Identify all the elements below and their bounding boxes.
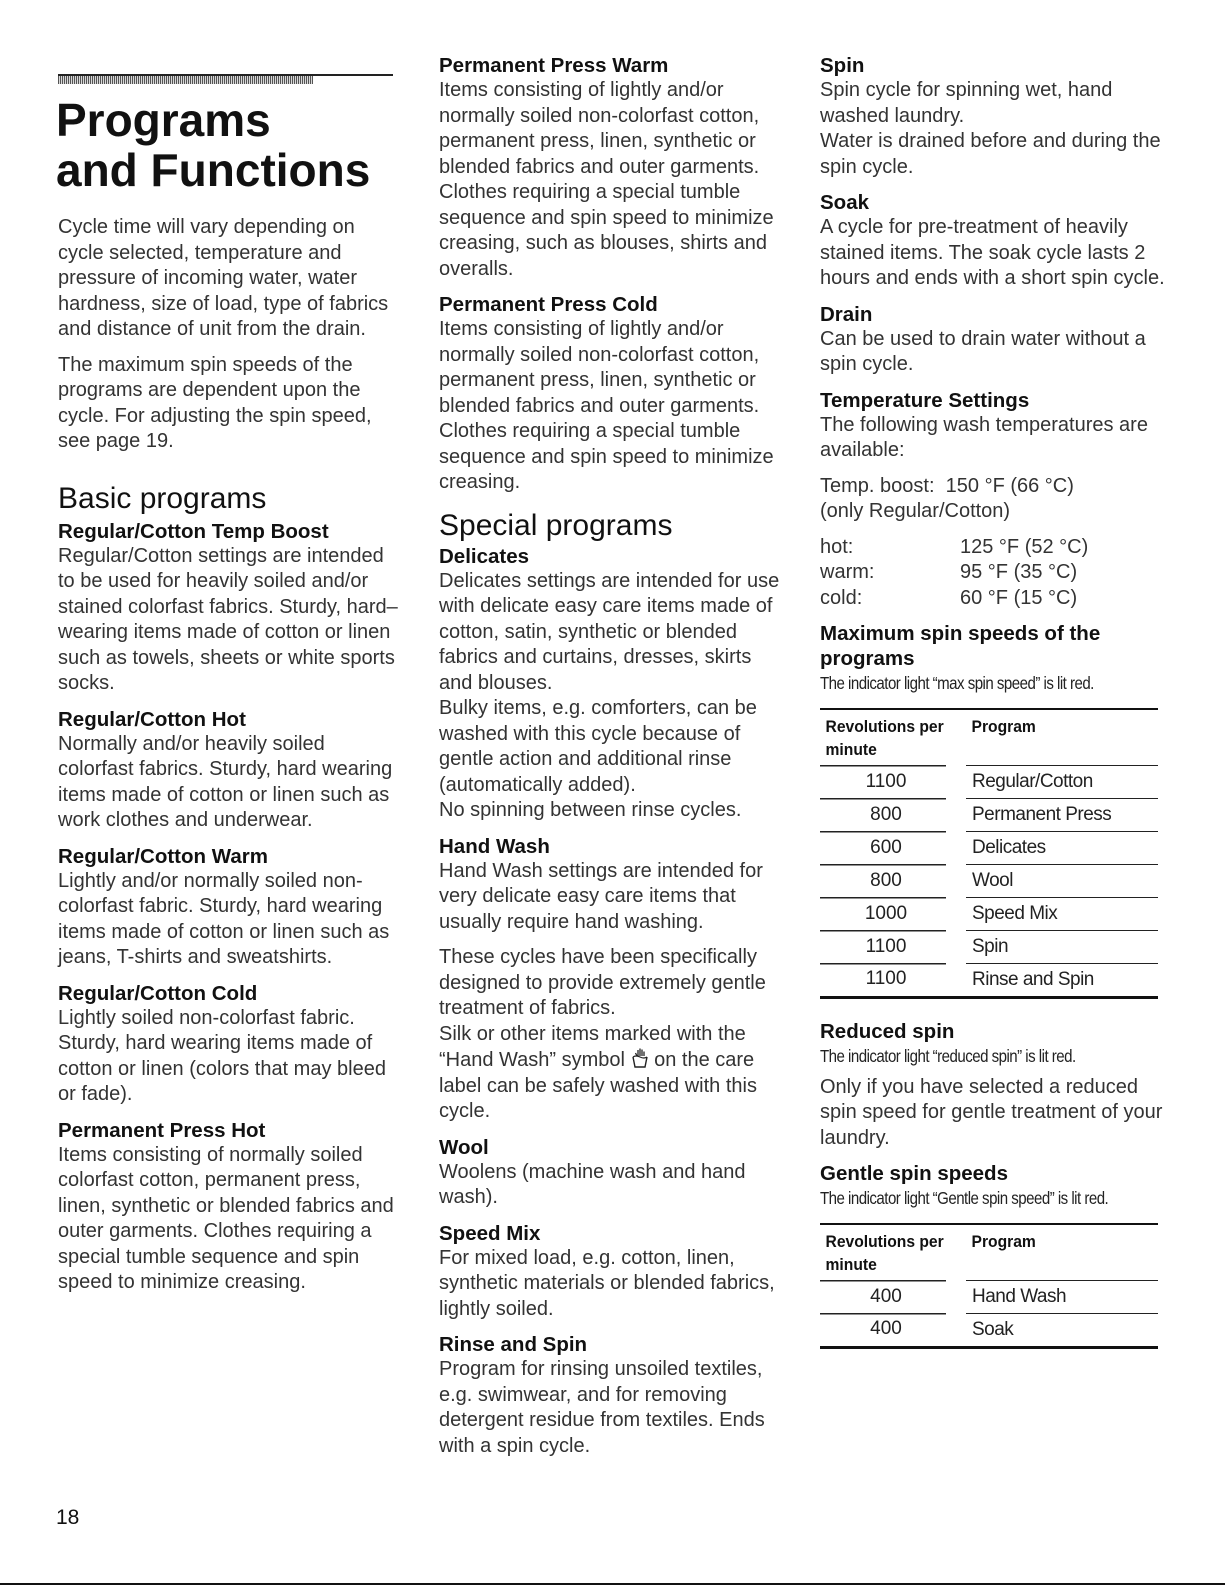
program-title: Drain bbox=[820, 302, 873, 326]
program-regular-warm bbox=[58, 844, 398, 971]
program-spin bbox=[820, 53, 1165, 180]
program-text: Bulky items, e.g. comforters, can be washed with this cycle because of gentle action and additional rinse (automatically added). bbox=[439, 697, 757, 796]
temp-boost-label: Temp. boost: bbox=[820, 474, 935, 497]
program-wool bbox=[439, 1135, 784, 1211]
program-title: Permanent Press Warm bbox=[439, 54, 669, 77]
gentle-spin-section bbox=[820, 1161, 1165, 1349]
reduced-spin-note: The indicator light “reduced spin” is lit red. bbox=[820, 1045, 1076, 1066]
page-title-line1: Programs bbox=[56, 94, 271, 146]
program-cell: Rinse and Spin bbox=[966, 963, 1158, 997]
program-title: Regular/Cotton Warm bbox=[58, 844, 268, 868]
program-text: Items consisting of normally soiled colorfast cotton, permanent press, linen, synthetic or blended fabrics and outer garments. Clothes requiring a special tumble sequence and spin speed to minimize creasing. bbox=[58, 1143, 394, 1293]
hand-wash-text-b: on the care label can be safely washed with this cycle. bbox=[439, 1049, 757, 1122]
program-cell: Wool bbox=[966, 864, 1158, 897]
temp-boost-row bbox=[820, 474, 1165, 500]
column-2 bbox=[439, 53, 784, 1469]
intro-paragraph-1: Cycle time will vary depending on cycle selected, temperature and pressure of incoming water, water hardness, size of load, type of fabrics and distance of unit from the drain. bbox=[58, 216, 389, 340]
max-spin-section bbox=[820, 621, 1165, 999]
program-text: Lightly and/or normally soiled non-colorfast fabric. Sturdy, hard wearing items made of cotton or linen such as jeans, T-shirts and sweatshirts. bbox=[58, 869, 390, 968]
program-hand-wash bbox=[439, 834, 784, 1125]
table-row bbox=[820, 1280, 1158, 1313]
program-title: Speed Mix bbox=[439, 1221, 541, 1245]
table-row bbox=[820, 831, 1158, 864]
page-title-line2: and Functions bbox=[56, 144, 371, 196]
program-title: Permanent Press Hot bbox=[58, 1118, 266, 1142]
temp-row-cold bbox=[820, 586, 1165, 612]
program-text: Lightly soiled non-colorfast fabric. Sturdy, hard wearing items made of cotton or linen (colors that may bleed or fade). bbox=[58, 1006, 386, 1105]
temp-row-warm bbox=[820, 560, 1165, 586]
program-title: Delicates bbox=[439, 544, 530, 568]
program-cell: Regular/Cotton bbox=[966, 765, 1158, 798]
program-title: Wool bbox=[439, 1135, 489, 1159]
program-text: Normally and/or heavily soiled colorfast fabrics. Sturdy, hard wearing items made of cotton or linen such as work clothes and underwear. bbox=[58, 732, 393, 831]
basic-programs-heading: Basic programs bbox=[58, 481, 267, 515]
rpm-cell: 400 bbox=[820, 1280, 966, 1313]
program-text: Spin cycle for spinning wet, hand washed laundry. bbox=[820, 79, 1113, 127]
temperature-settings bbox=[820, 388, 1165, 612]
gentle-spin-title: Gentle spin speeds bbox=[820, 1162, 1008, 1185]
program-soak bbox=[820, 190, 1165, 292]
temp-boost-value: 150 °F (66 °C) bbox=[945, 474, 1074, 497]
program-text: Delicates settings are intended for use with delicate easy care items made of cotton, satin, synthetic or blended fabrics and curtains, dresses, skirts and blouses. bbox=[439, 569, 780, 694]
program-drain bbox=[820, 302, 1165, 378]
temp-value: 60 °F (15 °C) bbox=[960, 586, 1078, 609]
table-row bbox=[820, 798, 1158, 831]
table-row bbox=[820, 897, 1158, 930]
program-perm-press-cold bbox=[439, 292, 784, 496]
program-cell: Permanent Press bbox=[966, 798, 1158, 831]
program-text: Items consisting of lightly and/or normally soiled non-colorfast cotton, permanent press, linen, synthetic or blended fabrics and outer garments. Clothes requiring a special tumble sequence and spin speed to minimize creasing. bbox=[439, 318, 774, 493]
temp-row-hot bbox=[820, 535, 1165, 561]
table-row bbox=[820, 963, 1158, 997]
program-text: For mixed load, e.g. cotton, linen, synthetic materials or blended fabrics, lightly soiled. bbox=[439, 1246, 775, 1320]
temperature-text: The following wash temperatures are available: bbox=[820, 413, 1148, 461]
program-text: Hand Wash settings are intended for very delicate easy care items that usually require hand washing. bbox=[439, 859, 763, 933]
reduced-spin-section bbox=[820, 1019, 1165, 1152]
table-row bbox=[820, 930, 1158, 963]
intro-paragraph-2: The maximum spin speeds of the programs are dependent upon the cycle. For adjusting the spin speed, see page 19. bbox=[58, 353, 372, 452]
program-perm-press-warm bbox=[439, 53, 784, 282]
special-programs-heading: Special programs bbox=[439, 508, 673, 542]
gentle-spin-table bbox=[820, 1223, 1158, 1349]
reduced-spin-text: Only if you have selected a reduced spin speed for gentle treatment of your laundry. bbox=[820, 1075, 1163, 1149]
rpm-cell: 1100 bbox=[820, 765, 966, 798]
rpm-cell: 1100 bbox=[820, 963, 966, 997]
program-text: Program for rinsing unsoiled textiles, e.g. swimwear, and for removing detergent residue from textiles. Ends with a spin cycle. bbox=[439, 1358, 765, 1457]
program-title: Hand Wash bbox=[439, 834, 550, 858]
program-title: Soak bbox=[820, 191, 869, 214]
program-rinse-spin bbox=[439, 1332, 784, 1459]
program-delicates bbox=[439, 544, 784, 824]
temperature-title: Temperature Settings bbox=[820, 388, 1030, 412]
table-row bbox=[820, 1313, 1158, 1347]
program-text: Items consisting of lightly and/or normally soiled non-colorfast cotton, permanent press, linen, synthetic or blended fabrics and outer garments. Clothes requiring a special tumble sequence and spin speed to minimize creasing, such as blouses, shirts and overalls. bbox=[439, 79, 774, 280]
rpm-cell: 800 bbox=[820, 864, 966, 897]
rpm-cell: 1100 bbox=[820, 930, 966, 963]
rpm-cell: 400 bbox=[820, 1313, 966, 1347]
program-perm-press-hot bbox=[58, 1118, 398, 1296]
max-spin-title: Maximum spin speeds of the programs bbox=[820, 622, 1101, 670]
reduced-spin-title: Reduced spin bbox=[820, 1019, 955, 1043]
program-cell: Speed Mix bbox=[966, 897, 1158, 930]
program-cell: Delicates bbox=[966, 831, 1158, 864]
column-1 bbox=[58, 215, 398, 1306]
program-regular-cold bbox=[58, 981, 398, 1108]
page-title bbox=[56, 95, 370, 195]
program-regular-temp-boost bbox=[58, 519, 398, 697]
hand-wash-symbol-icon bbox=[631, 1047, 649, 1069]
temp-boost-note: (only Regular/Cotton) bbox=[820, 500, 1011, 522]
program-text: A cycle for pre-treatment of heavily stained items. The soak cycle lasts 2 hours and ends with a short spin cycle. bbox=[820, 216, 1165, 289]
program-text: Woolens (machine wash and hand wash). bbox=[439, 1160, 746, 1208]
program-text: Water is drained before and during the spin cycle. bbox=[820, 130, 1161, 178]
col-header-program: Program bbox=[966, 1224, 1143, 1280]
program-text: Regular/Cotton settings are intended to be used for heavily soiled and/or stained colorfast fabrics. Sturdy, hard–wearing items made of cotton or linen such as towels, sheets or white sports socks. bbox=[58, 544, 398, 694]
program-text bbox=[439, 1022, 784, 1125]
rpm-cell: 800 bbox=[820, 798, 966, 831]
page-number: 18 bbox=[56, 1506, 80, 1529]
rpm-cell: 600 bbox=[820, 831, 966, 864]
temp-label: warm: bbox=[820, 561, 875, 583]
program-regular-hot bbox=[58, 707, 398, 834]
program-title: Regular/Cotton Cold bbox=[58, 981, 258, 1005]
col-header-rpm: Revolutions per minute bbox=[820, 709, 954, 765]
program-title: Spin bbox=[820, 54, 865, 77]
program-text: Can be used to drain water without a spin cycle. bbox=[820, 327, 1146, 375]
max-spin-table bbox=[820, 708, 1158, 999]
table-row bbox=[820, 864, 1158, 897]
rpm-cell: 1000 bbox=[820, 897, 966, 930]
temp-label: hot: bbox=[820, 535, 854, 558]
program-title: Regular/Cotton Temp Boost bbox=[58, 519, 329, 543]
header-rule bbox=[58, 73, 393, 87]
program-cell: Hand Wash bbox=[966, 1280, 1158, 1313]
temp-label: cold: bbox=[820, 586, 863, 609]
col-header-program: Program bbox=[966, 709, 1143, 765]
hand-wash-text-a: Silk or other items marked with the “Hand Wash” symbol bbox=[439, 1022, 746, 1071]
column-3 bbox=[820, 53, 1165, 1359]
temp-value: 125 °F (52 °C) bbox=[960, 535, 1089, 558]
max-spin-note: The indicator light “max spin speed” is lit red. bbox=[820, 673, 1094, 693]
gentle-spin-note: The indicator light “Gentle spin speed” is lit red. bbox=[820, 1188, 1109, 1208]
program-title: Regular/Cotton Hot bbox=[58, 707, 246, 731]
program-title: Rinse and Spin bbox=[439, 1333, 588, 1356]
col-header-rpm: Revolutions per minute bbox=[820, 1224, 954, 1280]
program-text: These cycles have been specifically designed to provide extremely gentle treatment of fabrics. bbox=[439, 946, 766, 1019]
program-speed-mix bbox=[439, 1221, 784, 1323]
program-title: Permanent Press Cold bbox=[439, 293, 658, 316]
program-cell: Soak bbox=[966, 1313, 1158, 1347]
table-row bbox=[820, 765, 1158, 798]
program-text: No spinning between rinse cycles. bbox=[439, 799, 742, 821]
program-cell: Spin bbox=[966, 930, 1158, 963]
temp-value: 95 °F (35 °C) bbox=[960, 561, 1078, 583]
